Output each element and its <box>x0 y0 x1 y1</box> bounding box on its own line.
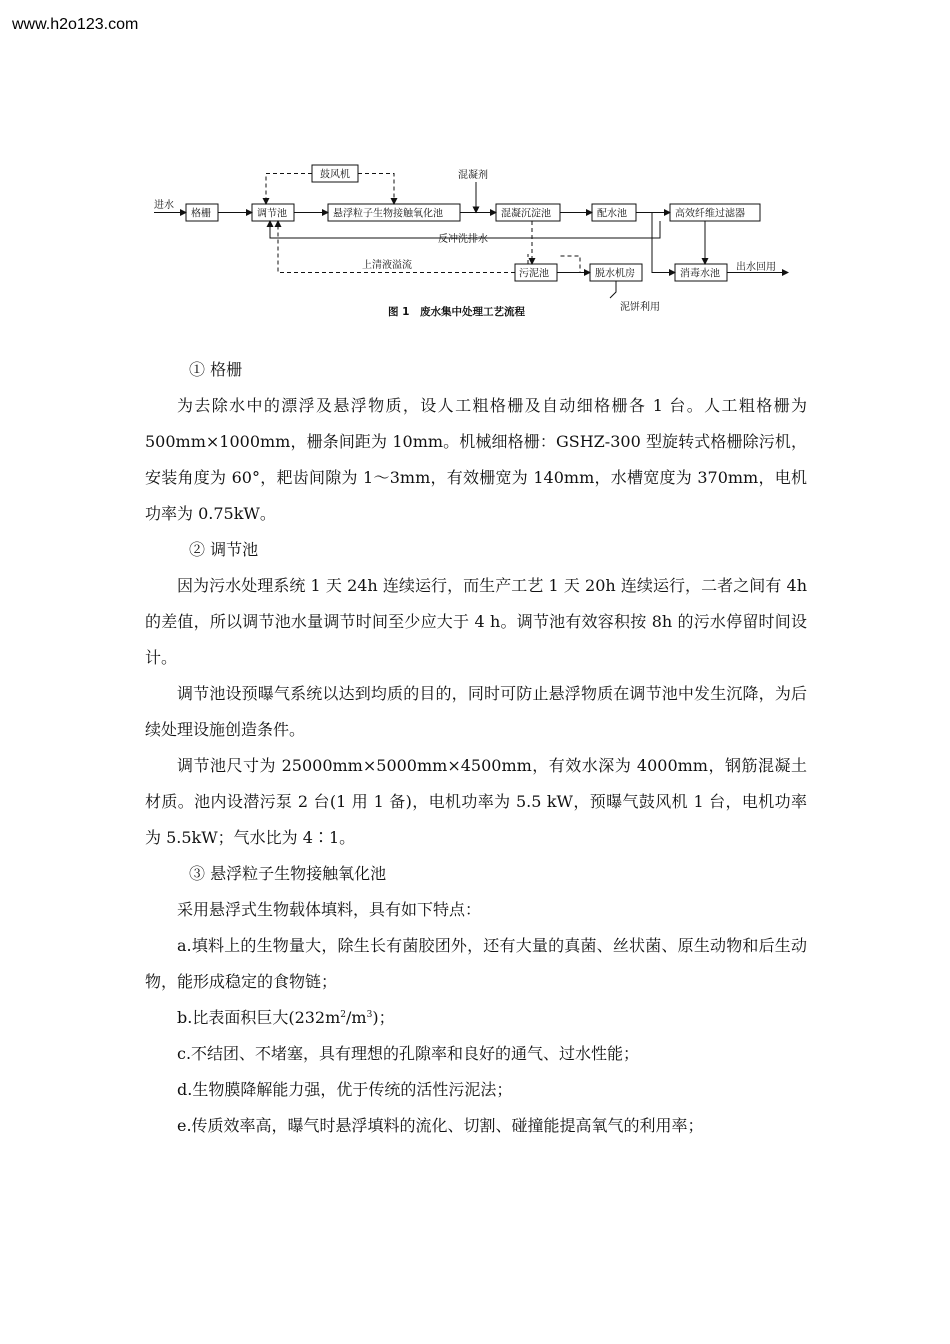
section-heading: ② 调节池 <box>189 540 259 559</box>
svg-text:调节池: 调节池 <box>257 208 287 220</box>
paragraph: c.不结团、不堵塞，具有理想的孔隙率和良好的通气、过水性能； <box>177 1044 640 1063</box>
site-url[interactable]: www.h2o123.com <box>12 16 139 33</box>
paragraph: 为去除水中的漂浮及悬浮物质，设人工粗格栅及自动细格栅各 1 台。人工粗格栅为 500mm×1000mm，栅条间距为 10mm。机械细格栅：GSHZ-300 型旋转式格栅除污机，安装角度为 60°，耙齿间隙为 1～3mm，有效栅宽为 140mm，水槽宽度为 370mm，电机功率为 0.75kW。 <box>145 396 807 523</box>
text-run: /m <box>346 1008 367 1027</box>
diagram-caption: 图 1 废水集中处理工艺流程 <box>388 306 525 318</box>
node-grille <box>186 204 218 221</box>
label-overflow: 上清液溢流 <box>362 260 412 271</box>
section-heading: ③ 悬浮粒子生物接触氧化池 <box>189 864 387 883</box>
text-run: )； <box>372 1008 395 1027</box>
paragraph: a.填料上的生物量大，除生长有菌胶团外，还有大量的真菌、丝状菌、原生动物和后生动物，能形成稳定的食物链； <box>145 936 807 991</box>
paragraph: 采用悬浮式生物载体填料，具有如下特点： <box>177 900 482 919</box>
node-bio <box>328 204 460 221</box>
superscript: 3 <box>366 1010 373 1020</box>
document-body <box>145 352 807 1144</box>
node-sludge <box>515 264 557 281</box>
node-disinfect <box>675 264 727 281</box>
svg-text:脱水机房: 脱水机房 <box>595 268 635 280</box>
paragraph: 调节池尺寸为 25000mm×5000mm×4500mm，有效水深为 4000mm，钢筋混凝土材质。池内设潜污泵 2 台(1 用 1 备)，电机功率为 5.5 kW，预曝气鼓风机 1 台，电机功率为 5.5kW；气水比为 4∶1。 <box>145 756 807 847</box>
label-reuse: 出水回用 <box>736 262 776 273</box>
paragraph: 因为污水处理系统 1 天 24h 连续运行，而生产工艺 1 天 20h 连续运行，二者之间有 4h 的差值，所以调节池水量调节时间至少应大于 4 h。调节池有效容积按 8h 的污水停留时间设计。 <box>145 576 807 667</box>
paragraph <box>145 1000 807 1036</box>
svg-text:污泥池: 污泥池 <box>519 268 549 280</box>
text-run: b.比表面积巨大(232m <box>177 1008 341 1027</box>
svg-text:鼓风机: 鼓风机 <box>320 169 350 181</box>
svg-text:消毒水池: 消毒水池 <box>680 268 720 280</box>
node-distrib <box>592 204 636 221</box>
node-sediment <box>496 204 560 221</box>
superscript: 2 <box>340 1010 347 1020</box>
svg-text:高效纤维过滤器: 高效纤维过滤器 <box>675 208 745 220</box>
node-dewater <box>590 264 642 281</box>
node-filter <box>670 204 760 221</box>
paragraph: e.传质效率高，曝气时悬浮填料的流化、切割、碰撞能提高氧气的利用率； <box>177 1116 704 1135</box>
svg-text:混凝沉淀池: 混凝沉淀池 <box>501 208 551 220</box>
svg-text:悬浮粒子生物接触氧化池: 悬浮粒子生物接触氧化池 <box>333 208 443 220</box>
paragraph: d.生物膜降解能力强，优于传统的活性污泥法； <box>177 1080 513 1099</box>
node-blower <box>312 165 358 182</box>
svg-text:配水池: 配水池 <box>597 208 627 220</box>
label-backwash: 反冲洗排水 <box>438 234 488 245</box>
node-equalize <box>252 204 294 221</box>
section-heading: ① 格栅 <box>189 360 243 379</box>
label-coag: 混凝剂 <box>458 170 488 181</box>
label-inlet: 进水 <box>154 200 174 211</box>
process-flow-diagram <box>140 158 800 328</box>
paragraph: 调节池设预曝气系统以达到均质的目的，同时可防止悬浮物质在调节池中发生沉降，为后续处理设施创造条件。 <box>145 684 807 739</box>
svg-text:格栅: 格栅 <box>191 208 211 220</box>
label-cake: 泥饼利用 <box>620 302 660 313</box>
dashed-lines <box>266 174 590 273</box>
